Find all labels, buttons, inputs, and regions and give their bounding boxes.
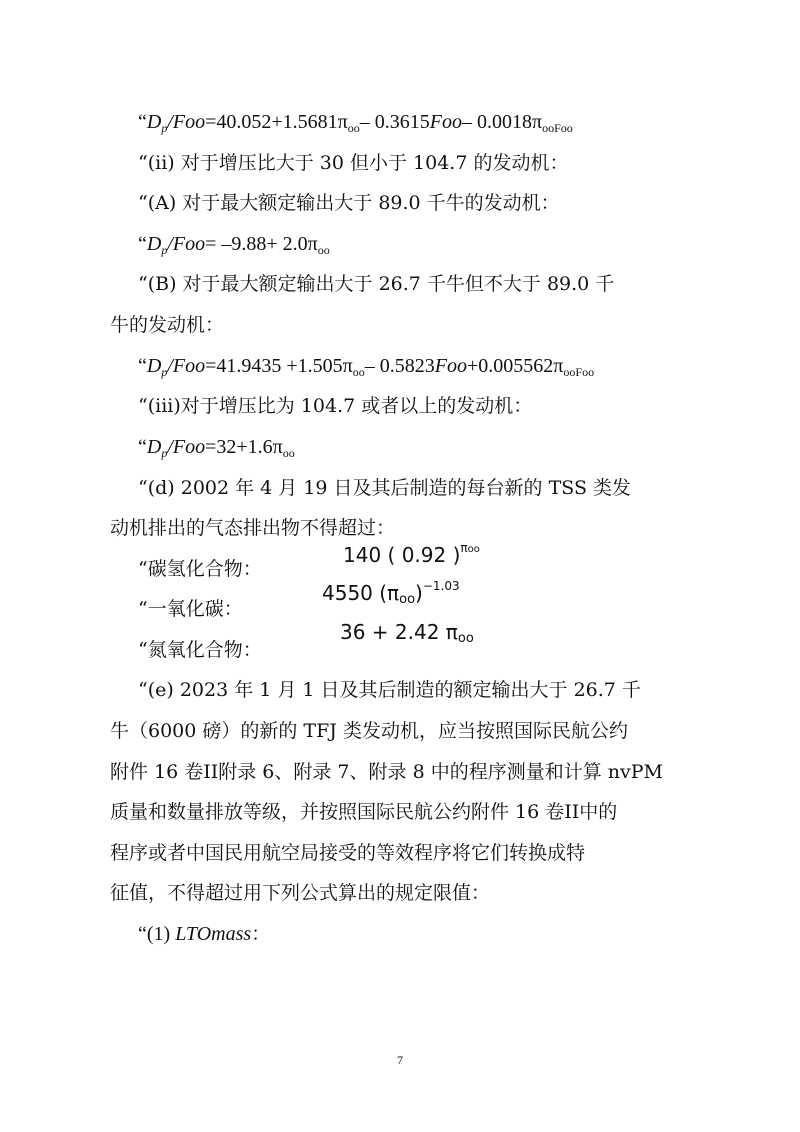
- subclause-number: “(1): [138, 923, 176, 945]
- sub-p: p: [161, 121, 168, 135]
- clause-b-cont: 牛的发动机：: [110, 314, 225, 336]
- slash: /: [167, 436, 173, 458]
- var-d: D: [146, 111, 162, 133]
- co-exponent: −1.03: [422, 579, 460, 593]
- clause-a: “(A) 对于最大额定输出大于 89.0 千牛的发动机：: [138, 192, 560, 214]
- clause-d-cont: 动机排出的气态排出物不得超过：: [110, 517, 396, 539]
- quote-mark: “: [138, 355, 147, 377]
- var-foo: Foo: [172, 355, 206, 377]
- subclause-ltomass: [138, 921, 270, 947]
- clause-e-line-4: 质量和数量排放等级，并按照国际民航公约附件 16 卷II中的: [110, 801, 618, 823]
- clause-b: “(B) 对于最大额定输出大于 26.7 千牛但不大于 89.0 千: [138, 273, 615, 295]
- clause-e-line-3: 附件 16 卷II附录 6、附录 7、附录 8 中的程序测量和计算 nvPM: [110, 761, 663, 783]
- sub-oo: oo: [352, 365, 365, 379]
- formula-part: =41.9435 +1.505π: [205, 355, 353, 377]
- formula-line-1: [138, 109, 573, 135]
- clause-e: “(e) 2023 年 1 月 1 日及其后制造的额定输出大于 26.7 千: [138, 679, 641, 701]
- var-d: D: [146, 436, 162, 458]
- slash: /: [167, 111, 173, 133]
- co-formula: [322, 580, 460, 606]
- formula-part: – 0.0018π: [462, 111, 543, 133]
- formula-part: =32+1.6π: [205, 436, 283, 458]
- formula-part: – 0.5823: [364, 355, 435, 377]
- var-d: D: [146, 233, 162, 255]
- sub-p: p: [161, 365, 168, 379]
- hc-exp-pi: π: [460, 541, 468, 555]
- sub-oofoo: ooFoo: [563, 365, 595, 379]
- hc-exponent: [460, 541, 479, 555]
- var-foo: Foo: [434, 355, 467, 377]
- co-close-paren: ): [415, 581, 423, 605]
- ltomass-term: LTOmass: [175, 923, 252, 945]
- sub-oofoo: ooFoo: [542, 121, 573, 135]
- formula-part: = –9.88+ 2.0π: [205, 233, 318, 255]
- slash: /: [167, 233, 173, 255]
- clause-e-line-5: 程序或者中国民用航空局接受的等效程序将它们转换成特: [110, 842, 586, 864]
- formula-part: =40.052+1.5681π: [205, 111, 348, 133]
- co-label: “一氧化碳：: [138, 598, 243, 620]
- hc-formula-base: 140 ( 0.92 ): [343, 543, 461, 567]
- sub-p: p: [161, 446, 168, 460]
- formula-line-3: [138, 353, 594, 379]
- clause-ii: “(ii) 对于增压比大于 30 但小于 104.7 的发动机：: [138, 152, 569, 174]
- quote-mark: “: [138, 111, 147, 133]
- hc-label: “碳氢化合物：: [138, 558, 262, 580]
- nox-label: “氮氧化合物：: [138, 639, 262, 661]
- clause-e-line-6: 征值，不得超过用下列公式算出的规定限值：: [110, 882, 491, 904]
- var-foo: Foo: [429, 111, 462, 133]
- quote-mark: “: [138, 233, 147, 255]
- nox-formula-base: 36 + 2.42 π: [340, 620, 458, 644]
- sub-oo: oo: [282, 446, 295, 460]
- formula-line-2: [138, 231, 330, 257]
- formula-part: – 0.3615: [359, 111, 430, 133]
- page-number: 7: [397, 1053, 403, 1067]
- sub-p: p: [161, 243, 168, 257]
- clause-d: “(d) 2002 年 4 月 19 日及其后制造的每台新的 TSS 类发: [138, 477, 632, 499]
- co-formula-base: 4550 (π: [322, 581, 400, 605]
- nox-formula: [340, 619, 474, 645]
- hc-exp-oo: oo: [467, 544, 480, 555]
- colon: ：: [251, 923, 271, 945]
- clause-e-line-2: 牛（6000 磅）的新的 TFJ 类发动机，应当按照国际民航公约: [110, 720, 628, 742]
- slash: /: [167, 355, 173, 377]
- var-foo: Foo: [172, 436, 206, 458]
- formula-line-4: [138, 434, 295, 460]
- var-d: D: [146, 355, 162, 377]
- co-sub-oo: oo: [399, 592, 416, 607]
- sub-oo: oo: [347, 121, 360, 135]
- hc-formula: [343, 542, 480, 568]
- quote-mark: “: [138, 436, 147, 458]
- nox-sub-oo: oo: [457, 631, 474, 646]
- var-foo: Foo: [172, 111, 206, 133]
- clause-iii: “(iii)对于增压比为 104.7 或者以上的发动机：: [138, 395, 533, 417]
- sub-oo: oo: [317, 243, 330, 257]
- var-foo: Foo: [172, 233, 206, 255]
- formula-part: +0.005562π: [467, 355, 564, 377]
